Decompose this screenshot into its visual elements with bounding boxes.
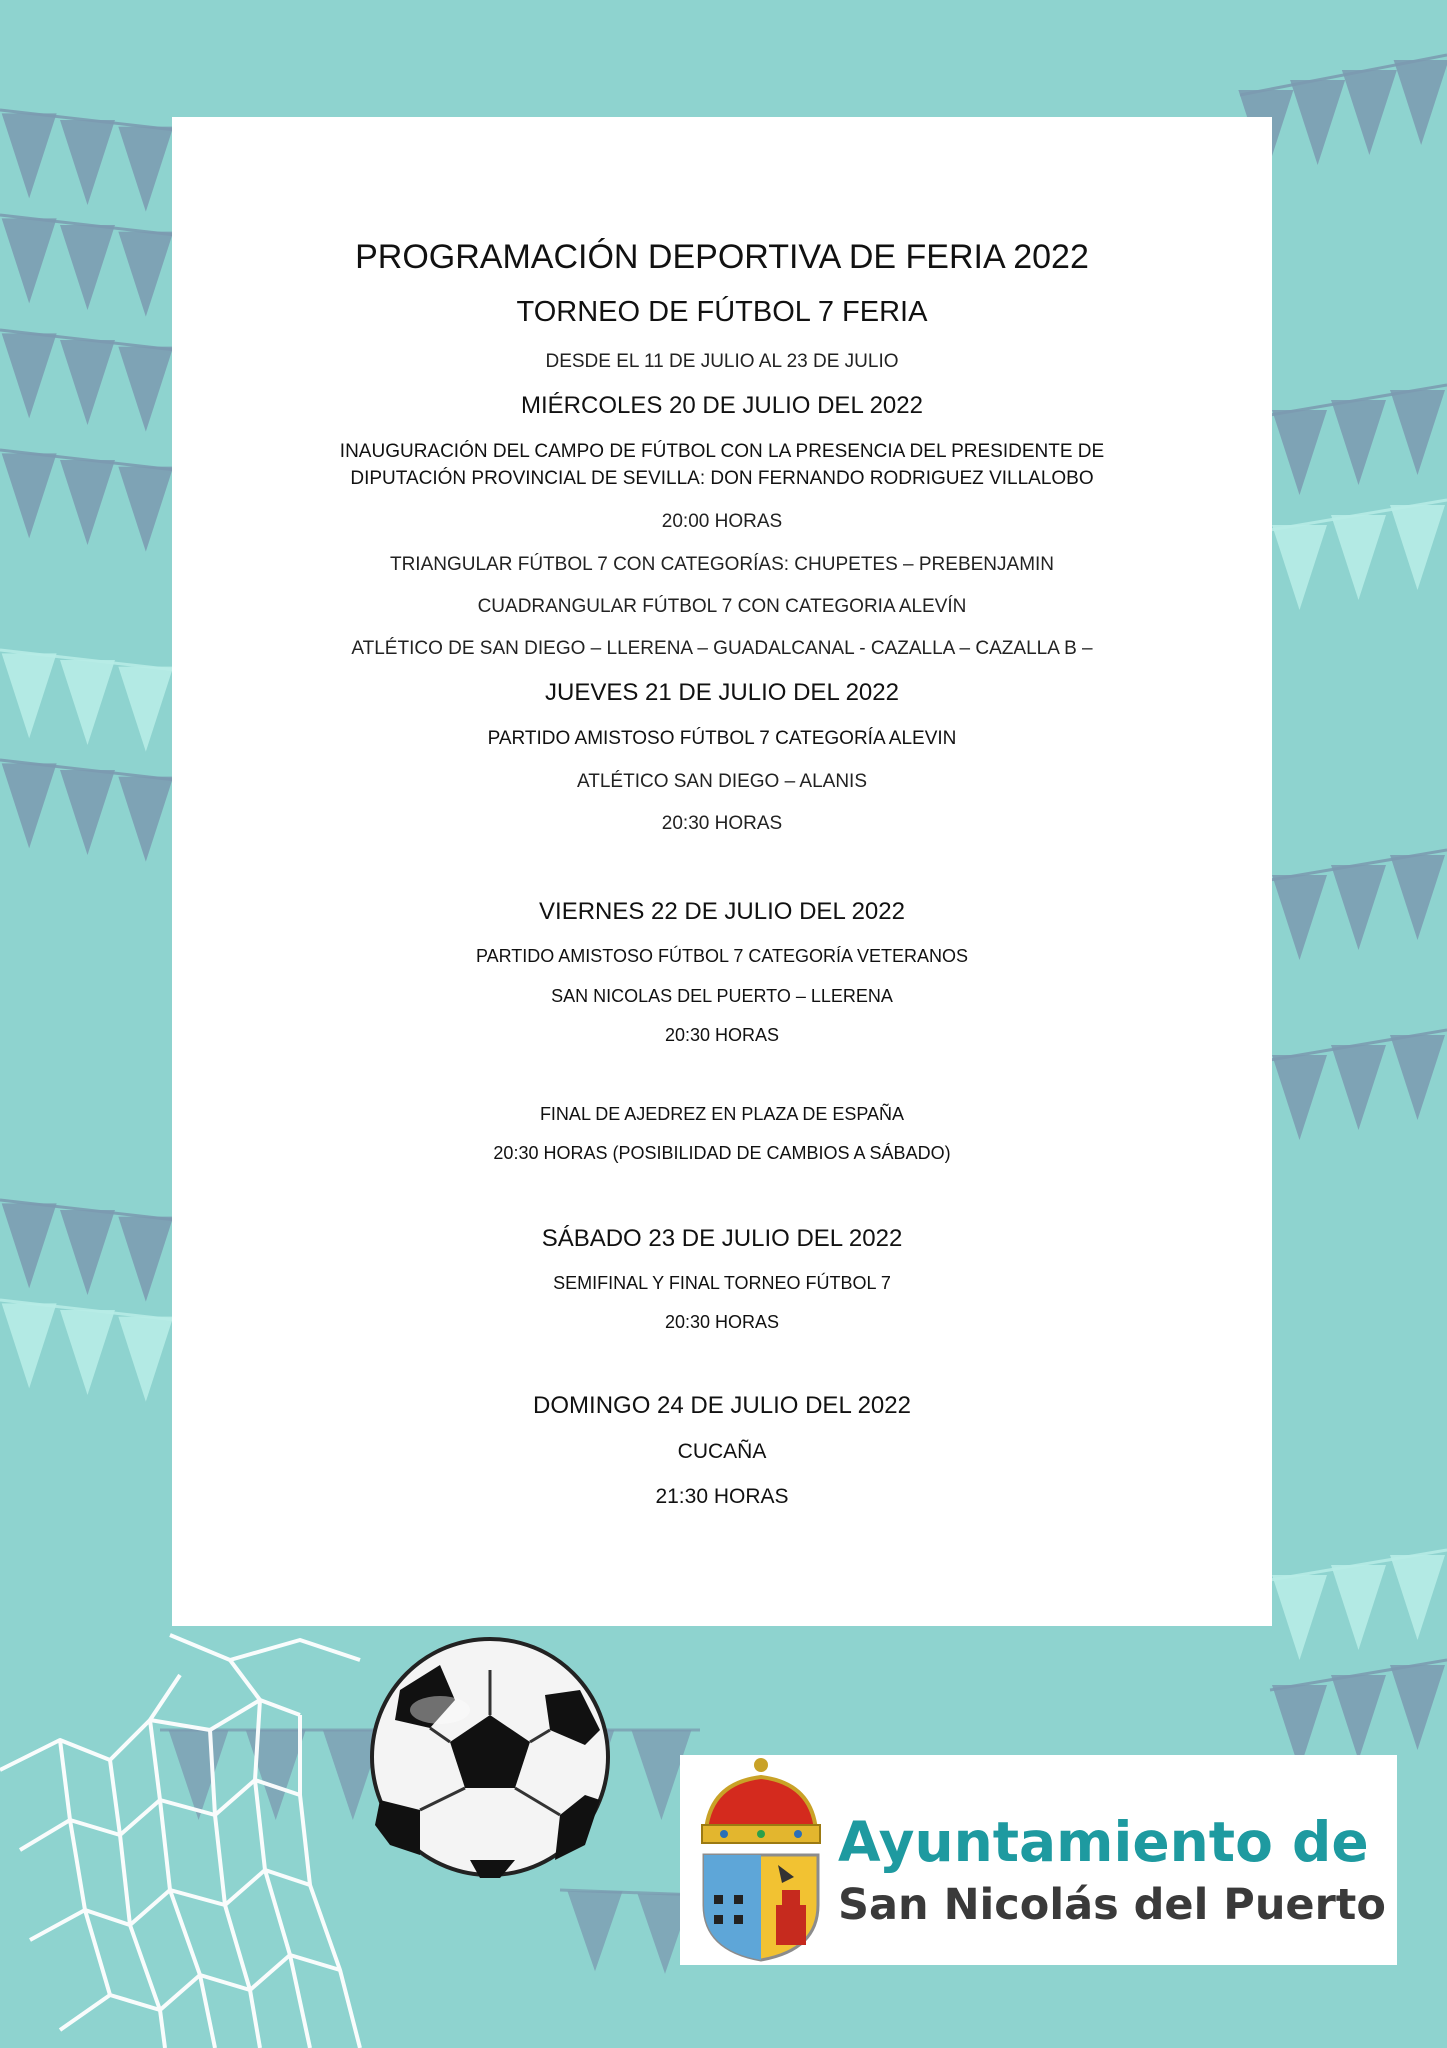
- pennant: [2, 1203, 57, 1288]
- pennant: [118, 1317, 173, 1402]
- tournament-dates: DESDE EL 11 DE JULIO AL 23 DE JULIO: [545, 351, 899, 372]
- tournament-subtitle: TORNEO DE FÚTBOL 7 FERIA: [516, 296, 928, 328]
- chess-final: FINAL DE AJEDREZ EN PLAZA DE ESPAÑA: [539, 1104, 905, 1124]
- day-heading-friday: VIERNES 22 DE JULIO DEL 2022: [539, 898, 905, 925]
- saturday-time: 20:30 HORAS: [664, 1312, 780, 1332]
- inauguration-line-2: DIPUTACIÓN PROVINCIAL DE SEVILLA: DON FERNANDO RODRIGUEZ VILLALOBO: [350, 468, 1094, 489]
- pennant: [118, 347, 173, 432]
- pennant: [1390, 390, 1445, 475]
- pennant: [1390, 1555, 1445, 1640]
- saturday-event: SEMIFINAL Y FINAL TORNEO FÚTBOL 7: [553, 1273, 891, 1293]
- pennant: [1290, 80, 1345, 165]
- municipal-logo: [680, 1755, 1397, 1965]
- friday-time: 20:30 HORAS: [664, 1025, 780, 1045]
- pennant: [2, 763, 57, 848]
- pennant: [60, 460, 115, 545]
- pennant: [1272, 1055, 1327, 1140]
- friday-event: PARTIDO AMISTOSO FÚTBOL 7 CATEGORÍA VETERANOS: [475, 946, 969, 966]
- sunday-time: 21:30 HORAS: [655, 1485, 789, 1508]
- logo-line-2: San Nicolás del Puerto: [838, 1880, 1386, 1930]
- pennant: [1331, 865, 1386, 950]
- pennant: [60, 1210, 115, 1295]
- pennant: [1272, 875, 1327, 960]
- goal-net-icon: [0, 1620, 680, 2048]
- pennant: [1331, 1675, 1386, 1760]
- pennant: [118, 777, 173, 862]
- pennant: [60, 340, 115, 425]
- sunday-event: CUCAÑA: [677, 1440, 767, 1463]
- program-title: PROGRAMACIÓN DEPORTIVA DE FERIA 2022: [355, 238, 1089, 276]
- day-heading-thursday: JUEVES 21 DE JULIO DEL 2022: [545, 679, 899, 706]
- wednesday-teams: ATLÉTICO DE SAN DIEGO – LLERENA – GUADALCANAL - CAZALLA – CAZALLA B –: [351, 638, 1093, 659]
- logo-line-1: Ayuntamiento de: [838, 1810, 1369, 1874]
- pennant: [1272, 1575, 1327, 1660]
- pennant: [1390, 505, 1445, 590]
- pennant: [2, 113, 57, 198]
- pennant: [60, 225, 115, 310]
- pennant: [2, 653, 57, 738]
- pennant: [2, 333, 57, 418]
- thursday-match: ATLÉTICO SAN DIEGO – ALANIS: [576, 771, 867, 792]
- day-heading-wednesday: MIÉRCOLES 20 DE JULIO DEL 2022: [521, 392, 923, 419]
- pennant: [1390, 855, 1445, 940]
- pennant: [1272, 525, 1327, 610]
- pennant: [118, 467, 173, 552]
- friday-match: SAN NICOLAS DEL PUERTO – LLERENA: [551, 986, 893, 1006]
- municipal-crest-icon: [686, 1755, 836, 1965]
- pennant: [1331, 400, 1386, 485]
- pennant: [2, 218, 57, 303]
- pennant: [2, 453, 57, 538]
- pennant: [118, 127, 173, 212]
- pennant: [1390, 1035, 1445, 1120]
- pennant: [60, 660, 115, 745]
- pennant: [1394, 60, 1447, 145]
- pennant: [118, 1217, 173, 1302]
- pennant: [1331, 1565, 1386, 1650]
- soccer-ball-icon: [372, 1639, 608, 1878]
- pennant: [1331, 1045, 1386, 1130]
- pennant: [60, 770, 115, 855]
- thursday-event: PARTIDO AMISTOSO FÚTBOL 7 CATEGORÍA ALEVIN: [487, 728, 957, 749]
- pennant: [60, 1310, 115, 1395]
- inauguration-line-1: INAUGURACIÓN DEL CAMPO DE FÚTBOL CON LA PRESENCIA DEL PRESIDENTE DE: [339, 441, 1105, 462]
- pennant: [1331, 515, 1386, 600]
- pennant: [1272, 410, 1327, 495]
- chess-time: 20:30 HORAS (POSIBILIDAD DE CAMBIOS A SÁBADO): [493, 1143, 951, 1163]
- day-heading-sunday: DOMINGO 24 DE JULIO DEL 2022: [533, 1392, 911, 1419]
- wednesday-time: 20:00 HORAS: [661, 511, 783, 532]
- pennant: [118, 232, 173, 317]
- pennant: [60, 120, 115, 205]
- pennant: [1342, 70, 1397, 155]
- pennant: [118, 667, 173, 752]
- day-heading-saturday: SÁBADO 23 DE JULIO DEL 2022: [541, 1225, 903, 1252]
- program-sheet: [172, 117, 1272, 1626]
- pennant: [1390, 1665, 1445, 1750]
- wednesday-cuadrangular: CUADRANGULAR FÚTBOL 7 CON CATEGORIA ALEVÍN: [477, 596, 967, 617]
- thursday-time: 20:30 HORAS: [661, 813, 783, 834]
- wednesday-triangular: TRIANGULAR FÚTBOL 7 CON CATEGORÍAS: CHUPETES – PREBENJAMIN: [389, 554, 1055, 575]
- pennant: [2, 1303, 57, 1388]
